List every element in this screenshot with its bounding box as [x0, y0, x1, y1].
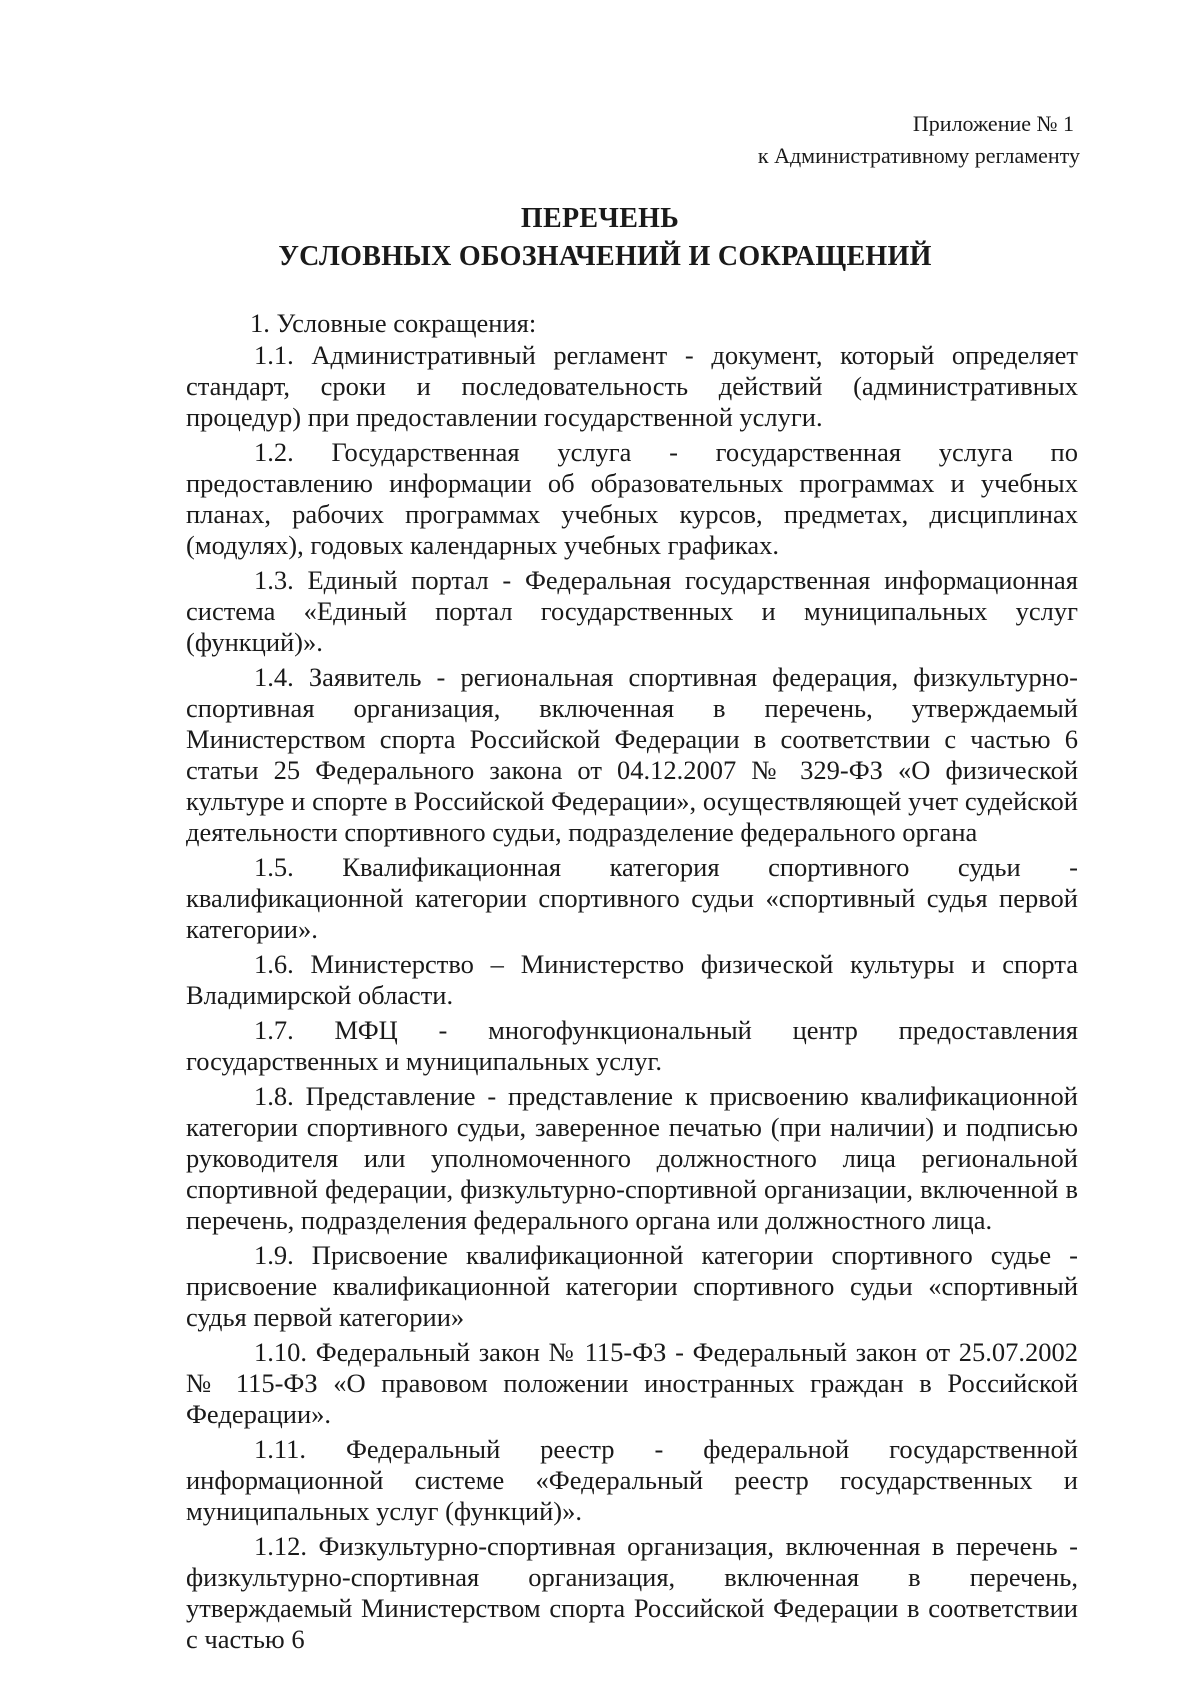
- list-item: 1.5. Квалификационная категория спортивного судьи - квалификационной категории спортивного судьи «спортивный судья первой категории».: [186, 852, 1078, 944]
- appendix-header: [758, 108, 1080, 172]
- document-body: [186, 308, 1078, 1659]
- list-item: 1.12. Физкультурно-спортивная организация, включенная в перечень - физкультурно-спортивная организация, включенная в перечень, утверждаемый Министерством спорта Российской Федерации в соответствии с частью 6: [186, 1531, 1078, 1654]
- list-item: 1.3. Единый портал - Федеральная государственная информационная система «Единый портал государственных и муниципальных услуг (функций)».: [186, 565, 1078, 657]
- list-item: 1.1. Административный регламент - документ, который определяет стандарт, сроки и последовательность действий (административных процедур) при предоставлении государственной услуги.: [186, 340, 1078, 432]
- list-item: 1.11. Федеральный реестр - федеральной государственной информационной системе «Федеральный реестр государственных и муниципальных услуг (функций)».: [186, 1434, 1078, 1526]
- appendix-reference: к Административному регламенту: [757, 143, 1080, 168]
- list-item: 1.4. Заявитель - региональная спортивная федерация, физкультурно-спортивная организация, включенная в перечень, утверждаемый Министерством спорта Российской Федерации в соответствии с частью 6 статьи 25 Федерального закона от 04.12.2007 № 329-ФЗ «О физической культуре и спорте в Российской Федерации», осуществляющей учет судейской деятельности спортивного судьи, подразделение федерального органа: [186, 662, 1078, 847]
- list-item: 1.7. МФЦ - многофункциональный центр предоставления государственных и муниципальных услуг.: [186, 1015, 1078, 1076]
- list-item: 1.9. Присвоение квалификационной категории спортивного судье - присвоение квалификационной категории спортивного судьи «спортивный судья первой категории»: [186, 1240, 1078, 1332]
- document-title: [0, 200, 1200, 276]
- title-line-1: ПЕРЕЧЕНЬ: [520, 203, 680, 234]
- section-heading: 1. Условные сокращения:: [250, 308, 537, 338]
- list-item: 1.6. Министерство – Министерство физической культуры и спорта Владимирской области.: [186, 949, 1078, 1010]
- title-line-2: УСЛОВНЫХ ОБОЗНАЧЕНИЙ И СОКРАЩЕНИЙ: [278, 241, 932, 272]
- list-item: 1.2. Государственная услуга - государственная услуга по предоставлению информации об образовательных программах и учебных планах, рабочих программах учебных курсов, предметах, дисциплинах (модулях), годовых календарных учебных графиках.: [186, 437, 1078, 560]
- list-item: 1.8. Представление - представление к присвоению квалификационной категории спортивного судьи, заверенное печатью (при наличии) и подписью руководителя или уполномоченного должностного лица региональной спортивной федерации, физкультурно-спортивной организации, включенной в перечень, подразделения федерального органа или должностного лица.: [186, 1081, 1078, 1235]
- appendix-number: Приложение № 1: [912, 111, 1074, 136]
- list-item: 1.10. Федеральный закон № 115-ФЗ - Федеральный закон от 25.07.2002 № 115-ФЗ «О правовом положении иностранных граждан в Российской Федерации».: [186, 1337, 1078, 1429]
